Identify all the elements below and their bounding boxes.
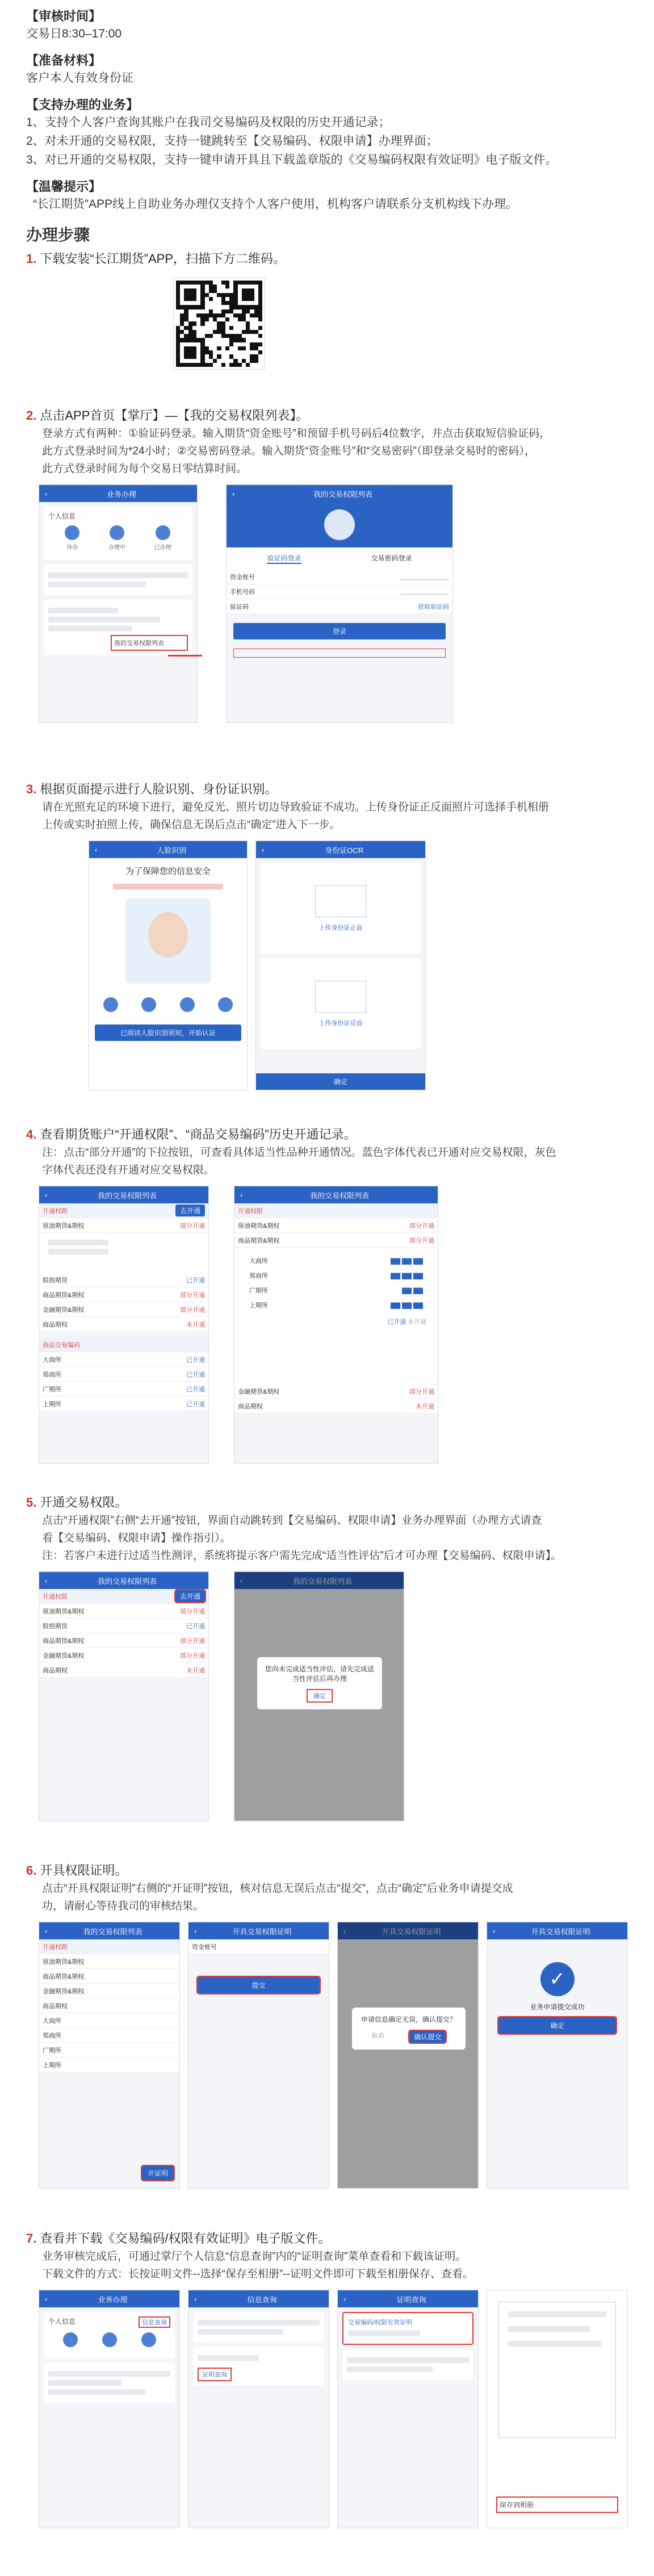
service-time-body: 交易日8:30–17:00 xyxy=(26,27,122,40)
step-2 xyxy=(26,407,628,776)
step-3-num: 3. xyxy=(26,782,37,796)
shortcut-1[interactable]: 待办 xyxy=(65,525,79,551)
commodity-code-label: 商品交易编码 xyxy=(43,1341,80,1349)
cert-form-title: 开具交易权限证明 xyxy=(382,1927,441,1936)
exchange-label: 上期所 xyxy=(43,1400,61,1408)
fund-account-label: 资金账号 xyxy=(230,574,255,581)
suitability-modal xyxy=(257,1657,382,1709)
step-4-desc-1: 注：点击“部分开通”的下拉按钮，可查看具体适当性品种开通情况。蓝色字体代表已开通对应交易权限，灰色 xyxy=(42,1147,556,1159)
back-icon[interactable]: ‹ xyxy=(493,1926,496,1935)
product-label: 商品期货&期权 xyxy=(43,1291,85,1299)
phone-label: 手机号码 xyxy=(230,588,255,596)
status-badge: 部分开通 xyxy=(180,1608,205,1615)
exchange-label: 广期所 xyxy=(43,2047,61,2054)
step-2-num: 2. xyxy=(26,408,37,423)
status-badge: 未开通 xyxy=(186,1321,205,1328)
status-badge: 部分开通 xyxy=(409,1388,434,1395)
step-4-num: 4. xyxy=(26,1127,37,1141)
step-2-desc-1: 登录方式有两种：①验证码登录。输入期货“资金账号”和预留手机号码后4位数字，并点击获取短信验证码， xyxy=(42,428,551,440)
product-label: 商品期货&期权 xyxy=(43,1637,85,1645)
id-confirm-button[interactable]: 确定 xyxy=(256,1073,425,1090)
open-perm-label: 开通权限 xyxy=(43,1593,68,1600)
step-3-title: 根据页面提示进行人脸识别、身份证识别。 xyxy=(40,782,278,796)
phone-open-cert xyxy=(39,1922,180,2189)
logo-icon xyxy=(324,509,355,540)
step-5-desc-1: 点击“开通权限”右侧“去开通”按钮，界面自动跳转到【交易编码、权限申请】业务办理界面（办理方式请查 xyxy=(42,1515,542,1527)
step-4-title: 查看期货账户“开通权限”、“商品交易编码”历史开通记录。 xyxy=(40,1127,357,1141)
phone-login: ‹ 我的交易权限列表 验证码登录 交易密码登录 资金账号 ______________ 手机号码 ______________ 验证码 获取验证码 登录 xyxy=(226,484,453,723)
fund-account-label: 资金账号 xyxy=(192,1943,217,1951)
product-label: 原油期货&期权 xyxy=(238,1222,280,1230)
phone-info-query xyxy=(188,2290,329,2528)
status-badge: 已开通 xyxy=(186,1277,205,1284)
status-badge: 已开通 xyxy=(186,1400,205,1408)
phone-go-open xyxy=(39,1571,209,1821)
shortcut-2[interactable]: 办理中 xyxy=(108,525,125,551)
step-7-desc-2: 下载文件的方式：长按证明文件--选择“保存至相册”--证明文件即可下载至相册保存、查看。 xyxy=(42,2268,473,2280)
status-badge: 部分开通 xyxy=(180,1652,205,1659)
tip-icon-1 xyxy=(103,997,118,1012)
product-label: 商品期权 xyxy=(43,1667,68,1674)
exchange-label: 大商所 xyxy=(249,1258,268,1265)
save-album-option[interactable]: 保存到相册 xyxy=(496,2496,618,2513)
id-front-icon xyxy=(315,885,366,917)
open-cert-button[interactable]: 开证明 xyxy=(142,2166,174,2180)
upload-back-label: 上传身份证反面 xyxy=(318,1020,363,1027)
inprogress-icon xyxy=(102,2332,117,2347)
inprogress-icon xyxy=(110,525,124,540)
open-perm-label: 开通权限 xyxy=(43,1943,68,1951)
exchange-label: 广期所 xyxy=(249,1287,268,1294)
step-4 xyxy=(26,1126,628,1489)
product-label: 金融期货&期权 xyxy=(43,1306,85,1314)
product-label: 股指期货 xyxy=(43,1277,68,1284)
step-7-screenshots xyxy=(26,2290,628,2528)
step-7-num: 7. xyxy=(26,2231,37,2245)
phone-confirm-submit xyxy=(337,1922,479,2189)
status-badge: 部分开通 xyxy=(409,1222,434,1230)
go-open-button[interactable]: 去开通 xyxy=(175,1590,205,1602)
back-icon[interactable]: ‹ xyxy=(194,1926,197,1935)
product-label: 原油期货&期权 xyxy=(43,1222,85,1230)
steps-heading: 办理步骤 xyxy=(26,226,90,244)
cancel-button[interactable]: 取消 xyxy=(371,2033,384,2039)
todo-icon xyxy=(63,2332,78,2347)
perm-row-3[interactable] xyxy=(39,1287,208,1302)
materials-title: 【准备材料】 xyxy=(26,53,102,68)
business-line-3: 3、对已开通的交易权限，支持一键申请开具且下载盖章版的《交易编码权限有效证明》电子版文件。 xyxy=(26,153,557,166)
start-face-button[interactable]: 已阅读人脸识别须知，开始认证 xyxy=(95,1024,241,1041)
step-5 xyxy=(26,1494,628,1857)
face-illustration xyxy=(125,898,211,984)
arrow-icon xyxy=(168,655,202,656)
exchange-row-2 xyxy=(39,1367,208,1382)
business-title: 【支持办理的业务】 xyxy=(26,98,139,112)
step-7-title: 查看并下载《交易编码/权限有效证明》电子版文件。 xyxy=(40,2231,331,2245)
phone-face-recognition xyxy=(89,840,248,1090)
upload-front-label: 上传身份证正面 xyxy=(318,925,363,931)
exchange-label: 大商所 xyxy=(43,1356,61,1364)
product-label: 商品期货&期权 xyxy=(43,1973,85,1980)
product-label: 股指期货 xyxy=(43,1622,68,1630)
tips-body: “长江期货”APP线上自助业务办理仅支持个人客户使用，机构客户请联系分支机构线下办理。 xyxy=(33,198,518,211)
back-icon[interactable]: ‹ xyxy=(194,2294,197,2303)
perm-row-5[interactable] xyxy=(39,1317,208,1332)
upload-back-card[interactable] xyxy=(261,958,421,1049)
back-icon[interactable]: ‹ xyxy=(95,845,98,854)
step-5-num: 5. xyxy=(26,1495,37,1509)
get-code-button[interactable]: 获取验证码 xyxy=(418,603,449,610)
step-1-title: 下载安装“长江期货”APP，扫描下方二维码。 xyxy=(40,252,286,266)
personal-center-label: 个人信息 xyxy=(48,2318,76,2326)
product-label: 商品期权 xyxy=(238,1403,263,1410)
product-label: 商品期权 xyxy=(43,1321,68,1328)
perm-list-title: 我的交易权限列表 xyxy=(98,1191,157,1200)
cert-query-link[interactable]: 证明查询 xyxy=(198,2368,232,2381)
tip-icon-3 xyxy=(180,997,195,1012)
profile-card xyxy=(44,507,192,560)
back-icon[interactable]: ‹ xyxy=(45,2294,48,2303)
tab-code-login[interactable]: 验证码登录 xyxy=(267,553,301,564)
perm-list-title: 我的交易权限列表 xyxy=(293,1576,353,1586)
step-3 xyxy=(26,780,628,1121)
tab-password-login[interactable]: 交易密码登录 xyxy=(371,554,412,562)
step-5-title: 开通交易权限。 xyxy=(40,1495,128,1509)
step-2-screenshots xyxy=(26,484,628,723)
business-line-2: 2、对未开通的交易权限，支持一键跳转至【交易编码、权限申请】办理界面； xyxy=(26,135,438,148)
step-2-desc-3: 此方式登录时间为每个交易日零结算时间。 xyxy=(42,463,248,475)
step-5-screenshots xyxy=(26,1571,628,1821)
legend-opened: 已开通 xyxy=(387,1319,406,1325)
product-label: 金融期货&期权 xyxy=(43,1988,85,1995)
menu-perm-list[interactable]: 我的交易权限列表 xyxy=(111,635,188,651)
status-badge: 未开通 xyxy=(416,1403,434,1410)
step-1-num: 1. xyxy=(26,252,37,266)
open-perm-label: 开通权限 xyxy=(238,1207,263,1215)
exchange-label: 郑商所 xyxy=(249,1273,268,1279)
go-open-button[interactable]: 去开通 xyxy=(175,1205,205,1216)
business-line-1: 1、支持个人客户查询其账户在我司交易编码及权限的历史开通记录； xyxy=(26,116,391,129)
face-header: 为了保障您的信息安全 xyxy=(125,867,211,876)
perm-list-title: 我的交易权限列表 xyxy=(98,1576,157,1586)
login-button[interactable]: 登录 xyxy=(233,623,446,639)
product-label: 商品期货&期权 xyxy=(238,1237,280,1244)
exchange-row-1 xyxy=(39,1352,208,1367)
cert-file-item[interactable] xyxy=(342,2312,473,2345)
app-qr-code[interactable] xyxy=(174,278,265,369)
back-icon[interactable]: ‹ xyxy=(45,1926,48,1935)
step-2-desc-2: 此方式登录时间为*24小时；②交易密码登录。输入期货“资金账号”和“交易密码”（即登录交易时的密码）， xyxy=(42,445,535,457)
cert-query-title: 证明查询 xyxy=(396,2295,426,2304)
cert-form-title: 开具交易权限证明 xyxy=(232,1927,292,1936)
app-home-title: 业务办理 xyxy=(98,2295,128,2304)
back-icon[interactable]: ‹ xyxy=(232,489,235,498)
exchange-label: 郑商所 xyxy=(43,2032,61,2039)
exchange-row-3 xyxy=(39,1382,208,1396)
step-6-desc-2: 功，请耐心等待我司的审核结果。 xyxy=(42,1900,204,1912)
personal-center-label: 个人信息 xyxy=(48,512,76,520)
status-badge: 部分开通 xyxy=(180,1291,205,1299)
status-badge: 部分开通 xyxy=(180,1306,205,1314)
exchange-detail-panel: 大商所 ▇▇ ▇▇ ▇▇ 郑商所 ▇▇ ▇▇ ▇▇ 广期所 ▇▇ ▇▇ 上期所 ▇▇ ▇▇ ▇▇ 已开通 未开通 xyxy=(234,1248,438,1384)
tips-title: 【温馨提示】 xyxy=(26,179,102,194)
confirm-submit-text: 申请信息确定无误，确认提交？ xyxy=(360,2015,456,2023)
step-6 xyxy=(26,1862,628,2225)
back-icon[interactable]: ‹ xyxy=(240,1576,243,1585)
step-6-title: 开具权限证明。 xyxy=(40,1863,128,1877)
cert-form-title: 开具交易权限证明 xyxy=(531,1927,590,1936)
step-4-desc-2: 字体代表还没有开通对应交易权限。 xyxy=(42,1164,215,1176)
phone-id-ocr xyxy=(255,840,426,1090)
shortcut-3[interactable]: 已办理 xyxy=(154,525,171,551)
cert-document-preview xyxy=(498,2302,616,2438)
phone-perm-detail xyxy=(234,1186,438,1464)
done-icon xyxy=(141,2332,156,2347)
step-5-desc-2: 看【交易编码、权限申请】操作指引）。 xyxy=(42,1532,231,1544)
exchange-row-4 xyxy=(39,1396,208,1411)
step-6-num: 6. xyxy=(26,1863,37,1877)
tip-icon-4 xyxy=(218,997,233,1012)
product-label: 金融期货&期权 xyxy=(238,1388,280,1395)
materials-block xyxy=(26,51,628,87)
app-home-title: 业务办理 xyxy=(107,490,137,499)
submit-button[interactable]: 提交 xyxy=(198,1977,320,1993)
back-icon[interactable]: ‹ xyxy=(343,1926,346,1935)
back-icon[interactable]: ‹ xyxy=(45,1190,48,1199)
phone-app-home xyxy=(39,484,198,723)
service-time-title: 【审核时间】 xyxy=(26,9,102,23)
confirm-submit-button[interactable]: 确认提交 xyxy=(409,2031,446,2043)
back-icon[interactable]: ‹ xyxy=(343,2294,346,2303)
phone-suitability-modal xyxy=(234,1571,404,1821)
login-title: 我的交易权限列表 xyxy=(313,490,373,499)
status-badge: 已开通 xyxy=(186,1371,205,1378)
success-confirm-button[interactable]: 确定 xyxy=(498,2017,616,2034)
legend-not-opened: 未开通 xyxy=(408,1319,426,1325)
tips-block xyxy=(26,177,628,214)
save-sheet xyxy=(492,2492,623,2518)
back-icon[interactable]: ‹ xyxy=(45,1576,48,1585)
info-query-title: 信息查询 xyxy=(247,2295,277,2304)
success-check-icon: ✓ xyxy=(540,1962,575,1996)
product-label: 商品期权 xyxy=(43,2002,68,2010)
materials-body: 客户本人有效身份证 xyxy=(26,72,133,85)
phone-cert-list xyxy=(337,2290,479,2528)
status-badge: 部分开通 xyxy=(180,1637,205,1645)
face-title: 人脸识别 xyxy=(157,846,187,855)
exchange-label: 广期所 xyxy=(43,1386,61,1393)
modal-confirm-button[interactable]: 确定 xyxy=(307,1689,333,1703)
step-3-screenshots xyxy=(26,840,628,1090)
step-2-title: 点击APP首页【掌厅】—【我的交易权限列表】。 xyxy=(40,408,309,423)
product-label: 原油期货&期权 xyxy=(43,1958,85,1966)
suitability-modal-text: 您尚未完成适当性评估，请先完成适当性评估后再办理 xyxy=(265,1665,374,1683)
step-3-desc-2: 上传或实时拍照上传，确保信息无误后点击“确定”进入下一步。 xyxy=(42,819,341,831)
step-7-desc-1: 业务审核完成后，可通过掌厅个人信息“信息查询”内的“证明查询”菜单查看和下载该证明。 xyxy=(42,2251,467,2263)
step-1 xyxy=(26,250,628,402)
business-block xyxy=(26,95,628,169)
phone-submit-success xyxy=(487,1922,628,2189)
notice-highlight xyxy=(233,649,446,658)
open-perm-label: 开通权限 xyxy=(43,1207,68,1215)
product-label: 原油期货&期权 xyxy=(43,1608,85,1615)
status-badge: 未开通 xyxy=(186,1667,205,1674)
step-5-desc-3: 注：若客户未进行过适当性测评，系统将提示客户需先完成“适当性评估”后才可办理【交易编码、权限申请】。 xyxy=(42,1550,562,1562)
tip-icon-2 xyxy=(141,997,156,1012)
perm-list-title: 我的交易权限列表 xyxy=(83,1927,142,1936)
back-icon[interactable]: ‹ xyxy=(262,845,265,854)
step-7 xyxy=(26,2230,628,2525)
todo-icon xyxy=(65,525,79,540)
back-icon[interactable]: ‹ xyxy=(240,1190,243,1199)
confirm-submit-modal xyxy=(352,2008,466,2050)
account-services-card xyxy=(44,600,192,655)
status-badge: 已开通 xyxy=(186,1356,205,1364)
id-back-icon xyxy=(315,981,366,1013)
exchange-label: 上期所 xyxy=(249,1302,268,1309)
exchange-label: 上期所 xyxy=(43,2061,61,2069)
upload-front-card[interactable] xyxy=(261,863,421,954)
step-3-desc-1: 请在光照充足的环境下进行，避免反光、照片切边导致验证不成功。上传身份证正反面照片可选择手机相册 xyxy=(42,801,550,813)
done-icon xyxy=(156,525,170,540)
exchange-label: 大商所 xyxy=(43,2017,61,2025)
service-time-block xyxy=(26,0,628,43)
perm-row-1[interactable] xyxy=(39,1218,208,1233)
product-label: 金融期货&期权 xyxy=(43,1652,85,1659)
exchange-label: 郑商所 xyxy=(43,1371,61,1378)
phone-perm-list xyxy=(39,1186,209,1464)
phone-personal-center xyxy=(39,2290,180,2528)
perm-detail-title: 我的交易权限列表 xyxy=(310,1191,370,1200)
status-badge: 部分开通 xyxy=(180,1222,205,1230)
phone-cert-form xyxy=(188,1922,329,2189)
perm-row-4[interactable] xyxy=(39,1302,208,1317)
step-6-screenshots xyxy=(26,1922,628,2189)
status-badge: 已开通 xyxy=(186,1386,205,1393)
status-badge: 部分开通 xyxy=(409,1237,434,1244)
code-label: 验证码 xyxy=(230,603,249,610)
cert-file-label: 交易编码/权限有效证明 xyxy=(348,2319,413,2326)
back-icon[interactable]: ‹ xyxy=(45,489,48,498)
step-4-screenshots xyxy=(26,1186,628,1464)
id-title: 身份证OCR xyxy=(325,846,364,855)
submit-success-text: 业务申请提交成功 xyxy=(530,2003,585,2011)
info-query-link[interactable]: 信息查询 xyxy=(139,2316,170,2328)
phone-cert-preview xyxy=(487,2290,628,2528)
perm-row-2[interactable] xyxy=(39,1273,208,1287)
step-6-desc-1: 点击“开具权限证明”右侧的“开证明”按钮，核对信息无误后点击“提交”，点击“确定”后业务申请提交成 xyxy=(42,1883,513,1895)
status-badge: 已开通 xyxy=(186,1622,205,1630)
face-icon xyxy=(148,912,188,957)
